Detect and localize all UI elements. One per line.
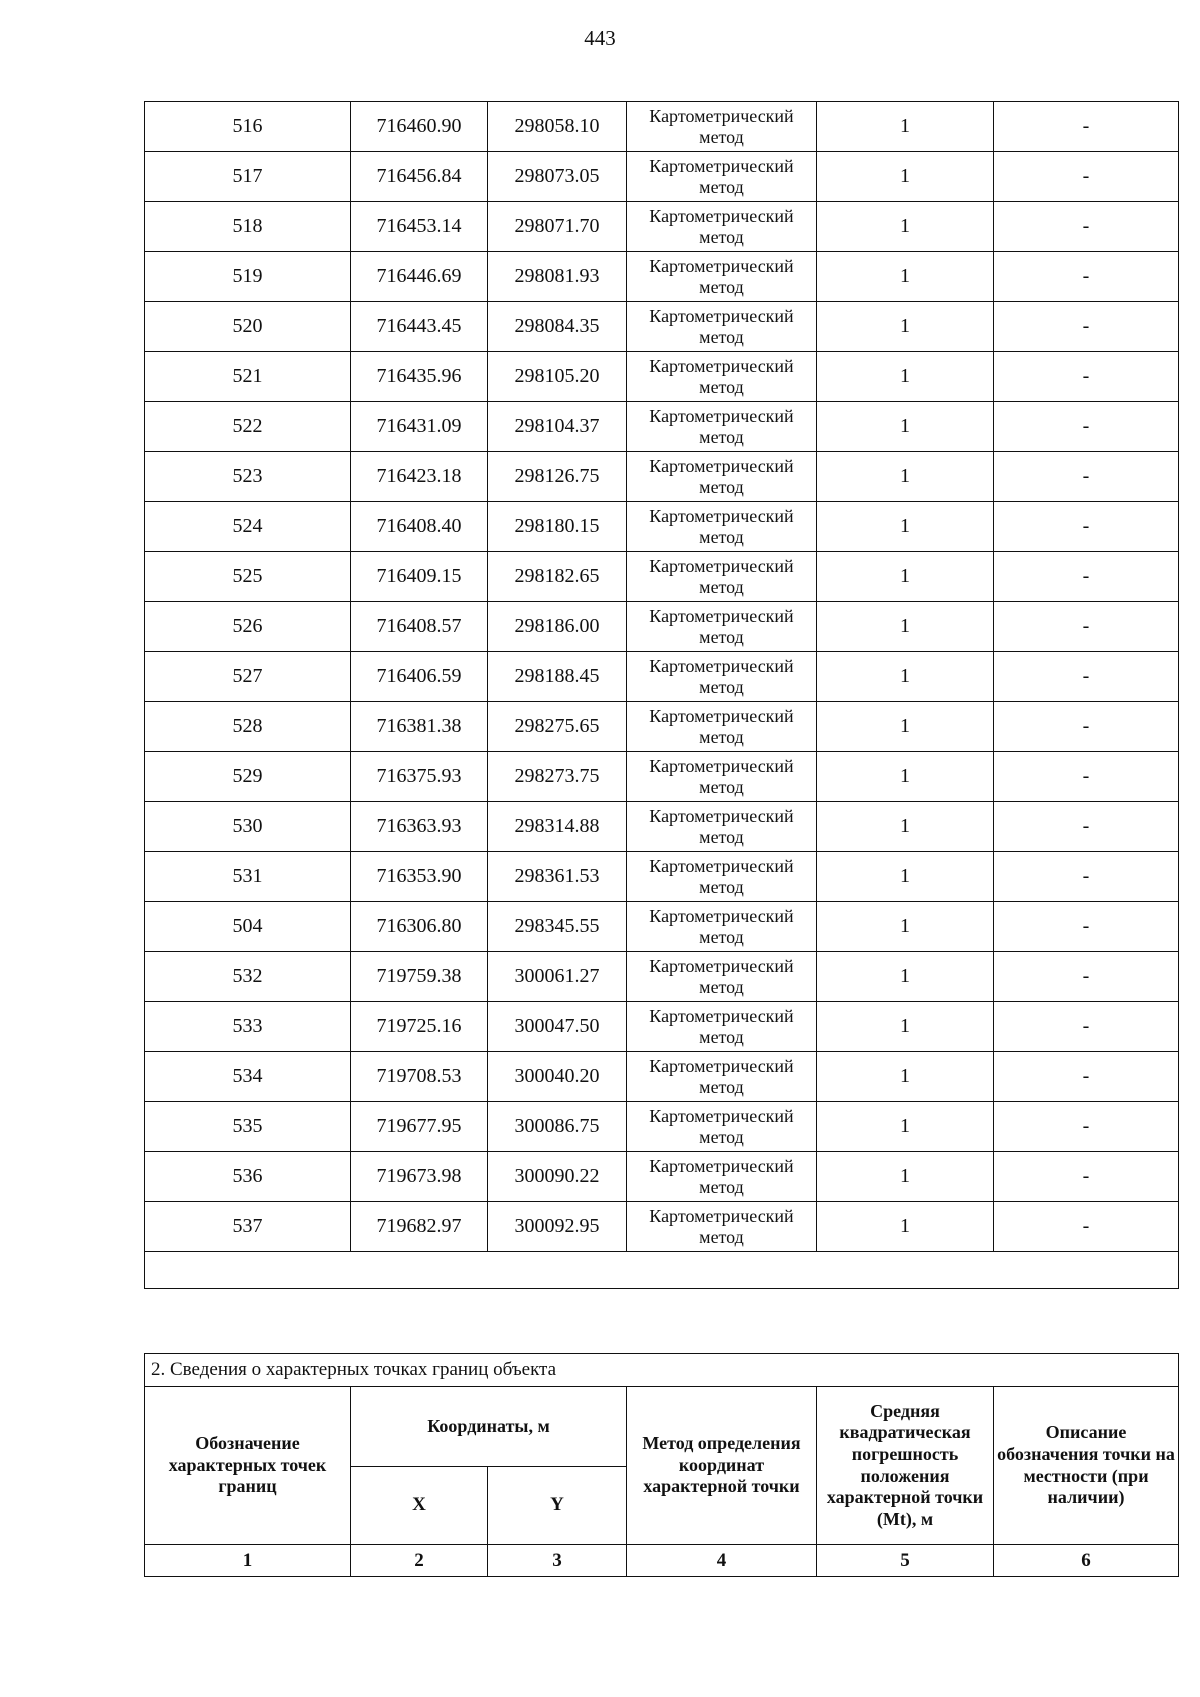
table-row [145,902,1179,952]
x-coordinate-cell: 716306.80 [351,902,488,952]
method-cell: Картометрический метод [627,102,817,152]
description-cell: - [994,602,1179,652]
x-coordinate-cell: 716456.84 [351,152,488,202]
method-cell: Картометрический метод [627,1152,817,1202]
method-cell: Картометрический метод [627,352,817,402]
method-cell: Картометрический метод [627,502,817,552]
point-cell: 504 [145,902,351,952]
point-cell: 524 [145,502,351,552]
table-row [145,802,1179,852]
table-row [145,352,1179,402]
table-row [145,552,1179,602]
table-row [145,852,1179,902]
method-cell: Картометрический метод [627,952,817,1002]
description-cell: - [994,902,1179,952]
point-cell: 522 [145,402,351,452]
point-cell: 523 [145,452,351,502]
description-cell: - [994,1152,1179,1202]
mt-cell: 1 [817,752,994,802]
empty-cell [145,1252,1179,1289]
y-coordinate-cell: 298273.75 [488,752,627,802]
method-cell: Картометрический метод [627,152,817,202]
description-cell: - [994,402,1179,452]
mt-cell: 1 [817,1102,994,1152]
mt-cell: 1 [817,402,994,452]
description-cell: - [994,102,1179,152]
point-cell: 529 [145,752,351,802]
column-number: 5 [817,1545,994,1577]
method-cell: Картометрический метод [627,802,817,852]
header-y: Y [488,1467,627,1545]
mt-cell: 1 [817,352,994,402]
table-row [145,1052,1179,1102]
empty-row [145,1252,1179,1289]
x-coordinate-cell: 716375.93 [351,752,488,802]
method-cell: Картометрический метод [627,1002,817,1052]
mt-cell: 1 [817,102,994,152]
y-coordinate-cell: 298071.70 [488,202,627,252]
x-coordinate-cell: 719682.97 [351,1202,488,1252]
table-row [145,152,1179,202]
y-coordinate-cell: 298180.15 [488,502,627,552]
mt-cell: 1 [817,952,994,1002]
description-cell: - [994,502,1179,552]
column-number: 3 [488,1545,627,1577]
column-number: 1 [145,1545,351,1577]
mt-cell: 1 [817,202,994,252]
method-cell: Картометрический метод [627,552,817,602]
method-cell: Картометрический метод [627,602,817,652]
x-coordinate-cell: 716408.40 [351,502,488,552]
mt-cell: 1 [817,252,994,302]
y-coordinate-cell: 298361.53 [488,852,627,902]
table-row [145,652,1179,702]
table-row [145,702,1179,752]
method-cell: Картометрический метод [627,452,817,502]
x-coordinate-cell: 716460.90 [351,102,488,152]
section-title: 2. Сведения о характерных точках границ объекта [145,1354,1179,1387]
y-coordinate-cell: 298345.55 [488,902,627,952]
table-row [145,202,1179,252]
y-coordinate-cell: 298105.20 [488,352,627,402]
method-cell: Картометрический метод [627,402,817,452]
method-cell: Картометрический метод [627,302,817,352]
column-number: 2 [351,1545,488,1577]
x-coordinate-cell: 716406.59 [351,652,488,702]
description-cell: - [994,152,1179,202]
x-coordinate-cell: 719708.53 [351,1052,488,1102]
mt-cell: 1 [817,802,994,852]
point-cell: 521 [145,352,351,402]
y-coordinate-cell: 300047.50 [488,1002,627,1052]
mt-cell: 1 [817,902,994,952]
method-cell: Картометрический метод [627,1052,817,1102]
x-coordinate-cell: 716423.18 [351,452,488,502]
description-cell: - [994,252,1179,302]
x-coordinate-cell: 716408.57 [351,602,488,652]
point-cell: 530 [145,802,351,852]
x-coordinate-cell: 719673.98 [351,1152,488,1202]
table-row [145,252,1179,302]
table-row [145,602,1179,652]
point-cell: 535 [145,1102,351,1152]
header-x: X [351,1467,488,1545]
description-cell: - [994,802,1179,852]
mt-cell: 1 [817,852,994,902]
header-method: Метод определения координат характерной точки [627,1387,817,1545]
method-cell: Картометрический метод [627,902,817,952]
mt-cell: 1 [817,1002,994,1052]
header-mt: Средняя квадратическая погрешность положения характерной точки (Mt), м [817,1387,994,1545]
column-number: 6 [994,1545,1179,1577]
description-cell: - [994,702,1179,752]
mt-cell: 1 [817,502,994,552]
y-coordinate-cell: 300061.27 [488,952,627,1002]
x-coordinate-cell: 716381.38 [351,702,488,752]
y-coordinate-cell: 298314.88 [488,802,627,852]
method-cell: Картометрический метод [627,202,817,252]
description-cell: - [994,752,1179,802]
x-coordinate-cell: 716446.69 [351,252,488,302]
x-coordinate-cell: 719677.95 [351,1102,488,1152]
y-coordinate-cell: 298188.45 [488,652,627,702]
method-cell: Картометрический метод [627,702,817,752]
description-cell: - [994,352,1179,402]
table-row [145,502,1179,552]
table-row [145,1202,1179,1252]
description-cell: - [994,1202,1179,1252]
method-cell: Картометрический метод [627,1102,817,1152]
mt-cell: 1 [817,702,994,752]
mt-cell: 1 [817,1052,994,1102]
section2-header-table [144,1353,1179,1577]
point-cell: 526 [145,602,351,652]
description-cell: - [994,652,1179,702]
point-cell: 527 [145,652,351,702]
coordinates-table-body [145,102,1179,1289]
y-coordinate-cell: 298186.00 [488,602,627,652]
header-description: Описание обозначения точки на местности (при наличии) [994,1387,1179,1545]
point-cell: 520 [145,302,351,352]
table-row [145,952,1179,1002]
description-cell: - [994,952,1179,1002]
column-number: 4 [627,1545,817,1577]
y-coordinate-cell: 298073.05 [488,152,627,202]
table-row [145,752,1179,802]
method-cell: Картометрический метод [627,752,817,802]
point-cell: 536 [145,1152,351,1202]
x-coordinate-cell: 716431.09 [351,402,488,452]
point-cell: 534 [145,1052,351,1102]
y-coordinate-cell: 298182.65 [488,552,627,602]
point-cell: 532 [145,952,351,1002]
table-row [145,1002,1179,1052]
x-coordinate-cell: 719725.16 [351,1002,488,1052]
description-cell: - [994,302,1179,352]
method-cell: Картометрический метод [627,852,817,902]
point-cell: 528 [145,702,351,752]
description-cell: - [994,552,1179,602]
y-coordinate-cell: 300090.22 [488,1152,627,1202]
header-coordinates: Координаты, м [351,1387,627,1467]
table-row [145,402,1179,452]
mt-cell: 1 [817,652,994,702]
point-cell: 517 [145,152,351,202]
mt-cell: 1 [817,152,994,202]
point-cell: 518 [145,202,351,252]
description-cell: - [994,452,1179,502]
x-coordinate-cell: 716435.96 [351,352,488,402]
description-cell: - [994,852,1179,902]
table-row [145,1102,1179,1152]
y-coordinate-cell: 300040.20 [488,1052,627,1102]
y-coordinate-cell: 298126.75 [488,452,627,502]
x-coordinate-cell: 716453.14 [351,202,488,252]
method-cell: Картометрический метод [627,1202,817,1252]
mt-cell: 1 [817,302,994,352]
method-cell: Картометрический метод [627,652,817,702]
y-coordinate-cell: 298084.35 [488,302,627,352]
mt-cell: 1 [817,602,994,652]
y-coordinate-cell: 300092.95 [488,1202,627,1252]
table-row [145,102,1179,152]
x-coordinate-cell: 716409.15 [351,552,488,602]
x-coordinate-cell: 716353.90 [351,852,488,902]
point-cell: 537 [145,1202,351,1252]
description-cell: - [994,1002,1179,1052]
y-coordinate-cell: 298275.65 [488,702,627,752]
x-coordinate-cell: 716443.45 [351,302,488,352]
point-cell: 533 [145,1002,351,1052]
table-row [145,302,1179,352]
description-cell: - [994,1052,1179,1102]
y-coordinate-cell: 298104.37 [488,402,627,452]
mt-cell: 1 [817,1202,994,1252]
description-cell: - [994,1102,1179,1152]
mt-cell: 1 [817,1152,994,1202]
page-number: 443 [584,26,616,50]
y-coordinate-cell: 298058.10 [488,102,627,152]
header-point: Обозначение характерных точек границ [145,1387,351,1545]
y-coordinate-cell: 298081.93 [488,252,627,302]
coordinates-table [144,101,1179,1289]
x-coordinate-cell: 716363.93 [351,802,488,852]
y-coordinate-cell: 300086.75 [488,1102,627,1152]
point-cell: 531 [145,852,351,902]
table-row [145,452,1179,502]
point-cell: 525 [145,552,351,602]
point-cell: 519 [145,252,351,302]
x-coordinate-cell: 719759.38 [351,952,488,1002]
mt-cell: 1 [817,552,994,602]
description-cell: - [994,202,1179,252]
table-row [145,1152,1179,1202]
mt-cell: 1 [817,452,994,502]
method-cell: Картометрический метод [627,252,817,302]
point-cell: 516 [145,102,351,152]
